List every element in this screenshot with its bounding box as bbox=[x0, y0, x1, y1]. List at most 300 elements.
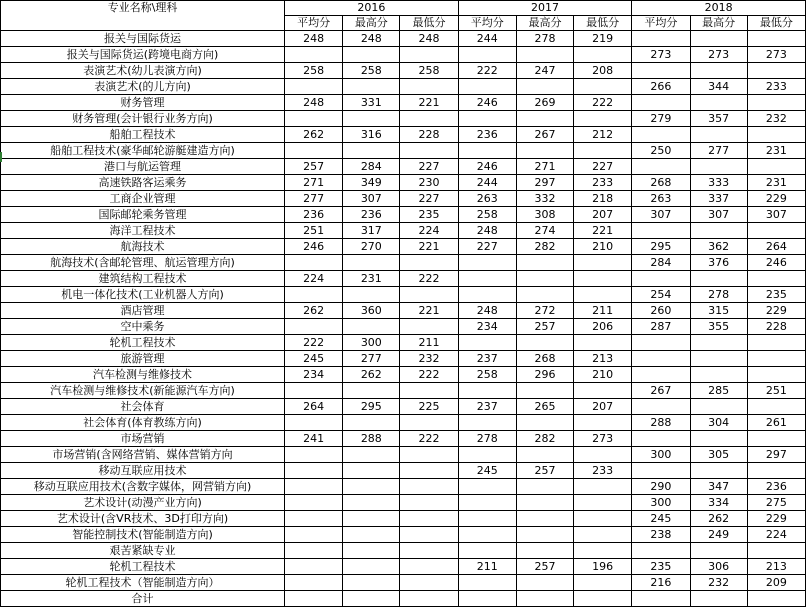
score-cell[interactable]: 257 bbox=[516, 559, 573, 575]
score-cell[interactable] bbox=[574, 447, 632, 463]
score-cell[interactable] bbox=[574, 495, 632, 511]
score-cell[interactable] bbox=[632, 127, 690, 143]
major-name-cell[interactable]: 轮机工程技术（智能制造方向） bbox=[1, 575, 285, 591]
score-cell[interactable] bbox=[285, 111, 343, 127]
score-cell[interactable]: 248 bbox=[285, 31, 343, 47]
score-cell[interactable] bbox=[632, 63, 690, 79]
score-cell[interactable] bbox=[458, 591, 516, 607]
score-cell[interactable]: 213 bbox=[574, 351, 632, 367]
score-cell[interactable]: 209 bbox=[747, 575, 805, 591]
score-cell[interactable] bbox=[285, 47, 343, 63]
score-cell[interactable] bbox=[458, 47, 516, 63]
score-cell[interactable] bbox=[632, 271, 690, 287]
score-cell[interactable] bbox=[574, 479, 632, 495]
score-cell[interactable]: 222 bbox=[458, 63, 516, 79]
score-cell[interactable]: 222 bbox=[400, 431, 458, 447]
score-cell[interactable] bbox=[690, 463, 747, 479]
score-cell[interactable] bbox=[343, 543, 400, 559]
score-cell[interactable]: 219 bbox=[574, 31, 632, 47]
score-cell[interactable]: 227 bbox=[458, 239, 516, 255]
score-cell[interactable] bbox=[285, 495, 343, 511]
score-cell[interactable] bbox=[632, 463, 690, 479]
score-cell[interactable] bbox=[632, 31, 690, 47]
major-name-cell[interactable]: 报关与国际货运 bbox=[1, 31, 285, 47]
major-name-cell[interactable]: 空中乘务 bbox=[1, 319, 285, 335]
score-cell[interactable] bbox=[516, 479, 573, 495]
score-cell[interactable]: 231 bbox=[343, 271, 400, 287]
score-cell[interactable] bbox=[574, 415, 632, 431]
major-name-cell[interactable]: 工商企业管理 bbox=[1, 191, 285, 207]
score-cell[interactable]: 275 bbox=[747, 495, 805, 511]
major-name-cell[interactable]: 国际邮轮乘务管理 bbox=[1, 207, 285, 223]
score-cell[interactable]: 267 bbox=[632, 383, 690, 399]
score-cell[interactable]: 222 bbox=[285, 335, 343, 351]
score-cell[interactable] bbox=[400, 415, 458, 431]
score-cell[interactable] bbox=[574, 591, 632, 607]
score-cell[interactable] bbox=[458, 527, 516, 543]
score-cell[interactable]: 273 bbox=[690, 47, 747, 63]
score-cell[interactable]: 231 bbox=[747, 175, 805, 191]
score-cell[interactable] bbox=[458, 287, 516, 303]
score-cell[interactable] bbox=[632, 367, 690, 383]
score-cell[interactable]: 317 bbox=[343, 223, 400, 239]
score-cell[interactable] bbox=[343, 591, 400, 607]
score-cell[interactable] bbox=[516, 527, 573, 543]
score-cell[interactable]: 210 bbox=[574, 367, 632, 383]
score-cell[interactable] bbox=[285, 447, 343, 463]
score-cell[interactable]: 307 bbox=[632, 207, 690, 223]
score-cell[interactable] bbox=[285, 543, 343, 559]
score-cell[interactable]: 206 bbox=[574, 319, 632, 335]
score-cell[interactable]: 273 bbox=[632, 47, 690, 63]
score-cell[interactable] bbox=[747, 399, 805, 415]
score-cell[interactable]: 207 bbox=[574, 207, 632, 223]
score-cell[interactable] bbox=[747, 431, 805, 447]
score-cell[interactable]: 227 bbox=[574, 159, 632, 175]
score-cell[interactable]: 246 bbox=[747, 255, 805, 271]
score-cell[interactable]: 246 bbox=[458, 95, 516, 111]
score-cell[interactable] bbox=[747, 63, 805, 79]
score-cell[interactable]: 228 bbox=[747, 319, 805, 335]
score-cell[interactable] bbox=[400, 479, 458, 495]
score-cell[interactable]: 261 bbox=[747, 415, 805, 431]
score-cell[interactable] bbox=[400, 527, 458, 543]
score-cell[interactable] bbox=[690, 399, 747, 415]
score-cell[interactable]: 376 bbox=[690, 255, 747, 271]
score-cell[interactable]: 233 bbox=[574, 175, 632, 191]
major-name-cell[interactable]: 报关与国际货运(跨境电商方向) bbox=[1, 47, 285, 63]
score-cell[interactable]: 244 bbox=[458, 175, 516, 191]
score-cell[interactable]: 235 bbox=[400, 207, 458, 223]
score-cell[interactable]: 247 bbox=[516, 63, 573, 79]
score-cell[interactable] bbox=[747, 159, 805, 175]
score-cell[interactable] bbox=[343, 47, 400, 63]
score-cell[interactable]: 308 bbox=[516, 207, 573, 223]
major-name-cell[interactable]: 合计 bbox=[1, 591, 285, 607]
score-cell[interactable]: 300 bbox=[632, 495, 690, 511]
score-cell[interactable] bbox=[516, 415, 573, 431]
score-cell[interactable]: 262 bbox=[690, 511, 747, 527]
score-cell[interactable] bbox=[400, 143, 458, 159]
score-cell[interactable] bbox=[574, 383, 632, 399]
score-cell[interactable]: 258 bbox=[285, 63, 343, 79]
score-cell[interactable]: 278 bbox=[690, 287, 747, 303]
score-cell[interactable]: 248 bbox=[343, 31, 400, 47]
score-cell[interactable]: 278 bbox=[458, 431, 516, 447]
score-cell[interactable] bbox=[343, 559, 400, 575]
score-cell[interactable]: 232 bbox=[747, 111, 805, 127]
score-cell[interactable]: 218 bbox=[574, 191, 632, 207]
score-cell[interactable]: 258 bbox=[458, 207, 516, 223]
score-cell[interactable]: 233 bbox=[747, 79, 805, 95]
score-cell[interactable] bbox=[632, 335, 690, 351]
score-cell[interactable] bbox=[690, 159, 747, 175]
score-cell[interactable]: 334 bbox=[690, 495, 747, 511]
score-cell[interactable]: 297 bbox=[747, 447, 805, 463]
score-cell[interactable] bbox=[458, 271, 516, 287]
score-cell[interactable]: 212 bbox=[574, 127, 632, 143]
score-cell[interactable]: 288 bbox=[632, 415, 690, 431]
score-cell[interactable]: 224 bbox=[400, 223, 458, 239]
score-cell[interactable]: 300 bbox=[343, 335, 400, 351]
major-name-cell[interactable]: 轮机工程技术 bbox=[1, 559, 285, 575]
major-name-cell[interactable]: 酒店管理 bbox=[1, 303, 285, 319]
score-cell[interactable]: 224 bbox=[747, 527, 805, 543]
score-cell[interactable]: 262 bbox=[343, 367, 400, 383]
score-cell[interactable]: 211 bbox=[458, 559, 516, 575]
score-cell[interactable] bbox=[285, 511, 343, 527]
major-name-cell[interactable]: 船舶工程技术 bbox=[1, 127, 285, 143]
major-name-cell[interactable]: 市场营销(含网络营销、媒体营销方向 bbox=[1, 447, 285, 463]
score-cell[interactable]: 211 bbox=[574, 303, 632, 319]
score-cell[interactable] bbox=[400, 111, 458, 127]
score-cell[interactable]: 258 bbox=[343, 63, 400, 79]
score-cell[interactable]: 357 bbox=[690, 111, 747, 127]
score-cell[interactable] bbox=[632, 431, 690, 447]
score-cell[interactable] bbox=[632, 95, 690, 111]
score-cell[interactable] bbox=[516, 335, 573, 351]
score-cell[interactable]: 236 bbox=[343, 207, 400, 223]
score-cell[interactable] bbox=[632, 159, 690, 175]
score-cell[interactable] bbox=[516, 511, 573, 527]
score-cell[interactable]: 221 bbox=[574, 223, 632, 239]
score-cell[interactable]: 284 bbox=[343, 159, 400, 175]
major-name-cell[interactable]: 移动互联应用技术(含数字媒体，网营销方向) bbox=[1, 479, 285, 495]
score-cell[interactable]: 234 bbox=[285, 367, 343, 383]
score-cell[interactable]: 249 bbox=[690, 527, 747, 543]
score-cell[interactable] bbox=[574, 335, 632, 351]
score-cell[interactable] bbox=[458, 143, 516, 159]
score-cell[interactable] bbox=[458, 575, 516, 591]
score-cell[interactable]: 277 bbox=[285, 191, 343, 207]
score-cell[interactable] bbox=[458, 111, 516, 127]
score-cell[interactable] bbox=[400, 543, 458, 559]
score-cell[interactable]: 237 bbox=[458, 399, 516, 415]
score-cell[interactable]: 246 bbox=[458, 159, 516, 175]
score-cell[interactable] bbox=[690, 591, 747, 607]
score-cell[interactable]: 300 bbox=[632, 447, 690, 463]
score-cell[interactable]: 208 bbox=[574, 63, 632, 79]
score-cell[interactable]: 265 bbox=[516, 399, 573, 415]
major-name-cell[interactable]: 船舶工程技术(豪华邮轮游艇建造方向) bbox=[1, 143, 285, 159]
score-cell[interactable] bbox=[516, 47, 573, 63]
score-cell[interactable] bbox=[285, 383, 343, 399]
major-name-cell[interactable]: 港口与航运管理 bbox=[1, 159, 285, 175]
score-cell[interactable]: 224 bbox=[285, 271, 343, 287]
score-cell[interactable]: 232 bbox=[400, 351, 458, 367]
score-cell[interactable] bbox=[285, 415, 343, 431]
score-cell[interactable] bbox=[285, 479, 343, 495]
score-cell[interactable] bbox=[690, 95, 747, 111]
score-cell[interactable] bbox=[458, 415, 516, 431]
score-cell[interactable] bbox=[690, 367, 747, 383]
major-name-cell[interactable]: 机电一体化技术(工业机器人方向) bbox=[1, 287, 285, 303]
score-cell[interactable] bbox=[690, 351, 747, 367]
major-name-cell[interactable]: 艰苦紧缺专业 bbox=[1, 543, 285, 559]
score-cell[interactable]: 347 bbox=[690, 479, 747, 495]
score-cell[interactable] bbox=[400, 383, 458, 399]
score-cell[interactable] bbox=[516, 287, 573, 303]
score-cell[interactable]: 210 bbox=[574, 239, 632, 255]
score-cell[interactable] bbox=[458, 447, 516, 463]
score-cell[interactable]: 279 bbox=[632, 111, 690, 127]
major-name-cell[interactable]: 轮机工程技术 bbox=[1, 335, 285, 351]
score-cell[interactable] bbox=[632, 351, 690, 367]
score-cell[interactable] bbox=[343, 255, 400, 271]
score-cell[interactable] bbox=[747, 351, 805, 367]
score-cell[interactable]: 296 bbox=[516, 367, 573, 383]
score-cell[interactable] bbox=[574, 287, 632, 303]
score-cell[interactable] bbox=[400, 47, 458, 63]
score-cell[interactable]: 307 bbox=[747, 207, 805, 223]
score-cell[interactable]: 278 bbox=[516, 31, 573, 47]
score-cell[interactable] bbox=[400, 511, 458, 527]
score-cell[interactable] bbox=[747, 127, 805, 143]
major-name-cell[interactable]: 航海技术(含邮轮管理、航运管理方向) bbox=[1, 255, 285, 271]
score-cell[interactable] bbox=[458, 511, 516, 527]
score-cell[interactable]: 211 bbox=[400, 335, 458, 351]
score-cell[interactable]: 360 bbox=[343, 303, 400, 319]
score-cell[interactable] bbox=[516, 79, 573, 95]
score-cell[interactable] bbox=[574, 111, 632, 127]
score-cell[interactable] bbox=[458, 479, 516, 495]
score-cell[interactable]: 235 bbox=[632, 559, 690, 575]
score-cell[interactable] bbox=[285, 527, 343, 543]
score-cell[interactable]: 234 bbox=[458, 319, 516, 335]
score-cell[interactable] bbox=[400, 591, 458, 607]
score-cell[interactable] bbox=[458, 495, 516, 511]
score-cell[interactable]: 264 bbox=[747, 239, 805, 255]
score-cell[interactable]: 271 bbox=[285, 175, 343, 191]
score-cell[interactable]: 273 bbox=[574, 431, 632, 447]
score-cell[interactable]: 315 bbox=[690, 303, 747, 319]
score-cell[interactable]: 316 bbox=[343, 127, 400, 143]
score-cell[interactable] bbox=[343, 527, 400, 543]
score-cell[interactable] bbox=[516, 591, 573, 607]
score-cell[interactable]: 250 bbox=[632, 143, 690, 159]
score-cell[interactable] bbox=[285, 287, 343, 303]
score-cell[interactable]: 263 bbox=[632, 191, 690, 207]
score-cell[interactable] bbox=[343, 479, 400, 495]
score-cell[interactable]: 238 bbox=[632, 527, 690, 543]
major-name-cell[interactable]: 汽车检测与维修技术(新能源汽车方向) bbox=[1, 383, 285, 399]
score-cell[interactable] bbox=[400, 495, 458, 511]
major-name-cell[interactable]: 汽车检测与维修技术 bbox=[1, 367, 285, 383]
score-cell[interactable]: 349 bbox=[343, 175, 400, 191]
score-cell[interactable] bbox=[632, 399, 690, 415]
score-cell[interactable]: 285 bbox=[690, 383, 747, 399]
score-cell[interactable]: 295 bbox=[632, 239, 690, 255]
score-cell[interactable]: 258 bbox=[400, 63, 458, 79]
score-cell[interactable]: 229 bbox=[747, 511, 805, 527]
score-cell[interactable] bbox=[574, 271, 632, 287]
score-cell[interactable]: 331 bbox=[343, 95, 400, 111]
score-cell[interactable] bbox=[458, 335, 516, 351]
score-cell[interactable]: 244 bbox=[458, 31, 516, 47]
score-cell[interactable]: 282 bbox=[516, 239, 573, 255]
score-cell[interactable]: 222 bbox=[400, 367, 458, 383]
score-cell[interactable] bbox=[516, 255, 573, 271]
score-cell[interactable] bbox=[516, 383, 573, 399]
score-cell[interactable]: 232 bbox=[690, 575, 747, 591]
score-cell[interactable] bbox=[574, 527, 632, 543]
score-cell[interactable] bbox=[516, 543, 573, 559]
score-cell[interactable]: 295 bbox=[343, 399, 400, 415]
major-name-cell[interactable]: 移动互联应用技术 bbox=[1, 463, 285, 479]
score-cell[interactable] bbox=[343, 447, 400, 463]
score-cell[interactable]: 355 bbox=[690, 319, 747, 335]
score-cell[interactable]: 236 bbox=[285, 207, 343, 223]
score-cell[interactable]: 274 bbox=[516, 223, 573, 239]
score-cell[interactable] bbox=[458, 255, 516, 271]
score-cell[interactable] bbox=[343, 287, 400, 303]
score-cell[interactable]: 272 bbox=[516, 303, 573, 319]
score-cell[interactable]: 257 bbox=[285, 159, 343, 175]
score-cell[interactable]: 277 bbox=[690, 143, 747, 159]
score-cell[interactable] bbox=[632, 543, 690, 559]
score-cell[interactable]: 362 bbox=[690, 239, 747, 255]
score-cell[interactable] bbox=[343, 463, 400, 479]
major-name-cell[interactable]: 建筑结构工程技术 bbox=[1, 271, 285, 287]
score-cell[interactable]: 245 bbox=[458, 463, 516, 479]
major-name-cell[interactable]: 艺术设计(含VR技术、3D打印方向) bbox=[1, 511, 285, 527]
score-cell[interactable]: 222 bbox=[400, 271, 458, 287]
score-cell[interactable]: 277 bbox=[343, 351, 400, 367]
score-cell[interactable] bbox=[285, 255, 343, 271]
score-cell[interactable]: 216 bbox=[632, 575, 690, 591]
score-cell[interactable] bbox=[285, 143, 343, 159]
score-cell[interactable] bbox=[516, 495, 573, 511]
score-cell[interactable]: 245 bbox=[285, 351, 343, 367]
score-cell[interactable]: 284 bbox=[632, 255, 690, 271]
major-name-cell[interactable]: 艺术设计(动漫产业方向) bbox=[1, 495, 285, 511]
score-cell[interactable] bbox=[343, 111, 400, 127]
major-name-cell[interactable]: 财务管理(会计银行业务方向) bbox=[1, 111, 285, 127]
major-name-cell[interactable]: 表演艺术(幼儿表演方向) bbox=[1, 63, 285, 79]
score-cell[interactable]: 236 bbox=[458, 127, 516, 143]
score-cell[interactable]: 307 bbox=[343, 191, 400, 207]
score-cell[interactable] bbox=[747, 95, 805, 111]
score-cell[interactable] bbox=[516, 575, 573, 591]
major-name-cell[interactable]: 市场营销 bbox=[1, 431, 285, 447]
score-cell[interactable]: 282 bbox=[516, 431, 573, 447]
score-cell[interactable] bbox=[574, 575, 632, 591]
score-cell[interactable]: 207 bbox=[574, 399, 632, 415]
score-cell[interactable] bbox=[285, 319, 343, 335]
score-cell[interactable] bbox=[690, 271, 747, 287]
score-cell[interactable] bbox=[747, 463, 805, 479]
score-cell[interactable]: 221 bbox=[400, 239, 458, 255]
score-cell[interactable] bbox=[400, 559, 458, 575]
score-cell[interactable]: 225 bbox=[400, 399, 458, 415]
score-cell[interactable]: 248 bbox=[458, 223, 516, 239]
score-cell[interactable]: 287 bbox=[632, 319, 690, 335]
score-cell[interactable]: 227 bbox=[400, 159, 458, 175]
score-cell[interactable]: 246 bbox=[285, 239, 343, 255]
score-cell[interactable]: 264 bbox=[285, 399, 343, 415]
score-cell[interactable]: 270 bbox=[343, 239, 400, 255]
score-cell[interactable] bbox=[690, 31, 747, 47]
score-cell[interactable]: 268 bbox=[516, 351, 573, 367]
major-name-cell[interactable]: 旅游管理 bbox=[1, 351, 285, 367]
score-cell[interactable] bbox=[747, 591, 805, 607]
score-cell[interactable]: 266 bbox=[632, 79, 690, 95]
major-name-cell[interactable]: 财务管理 bbox=[1, 95, 285, 111]
score-cell[interactable] bbox=[516, 447, 573, 463]
score-cell[interactable]: 304 bbox=[690, 415, 747, 431]
score-cell[interactable] bbox=[285, 79, 343, 95]
score-cell[interactable] bbox=[516, 271, 573, 287]
score-cell[interactable]: 337 bbox=[690, 191, 747, 207]
score-cell[interactable]: 196 bbox=[574, 559, 632, 575]
score-cell[interactable]: 254 bbox=[632, 287, 690, 303]
score-cell[interactable]: 248 bbox=[458, 303, 516, 319]
score-cell[interactable] bbox=[516, 111, 573, 127]
score-cell[interactable]: 227 bbox=[400, 191, 458, 207]
score-cell[interactable] bbox=[285, 463, 343, 479]
score-cell[interactable] bbox=[285, 575, 343, 591]
score-cell[interactable]: 262 bbox=[285, 303, 343, 319]
score-cell[interactable] bbox=[690, 335, 747, 351]
score-cell[interactable] bbox=[632, 223, 690, 239]
score-cell[interactable] bbox=[747, 31, 805, 47]
major-name-cell[interactable]: 海洋工程技术 bbox=[1, 223, 285, 239]
score-cell[interactable]: 251 bbox=[747, 383, 805, 399]
score-cell[interactable] bbox=[400, 463, 458, 479]
score-cell[interactable] bbox=[400, 255, 458, 271]
score-cell[interactable] bbox=[574, 543, 632, 559]
score-cell[interactable] bbox=[400, 447, 458, 463]
score-cell[interactable] bbox=[343, 511, 400, 527]
score-cell[interactable] bbox=[747, 271, 805, 287]
score-cell[interactable] bbox=[690, 543, 747, 559]
score-cell[interactable] bbox=[400, 287, 458, 303]
score-cell[interactable]: 260 bbox=[632, 303, 690, 319]
score-cell[interactable] bbox=[400, 575, 458, 591]
score-cell[interactable] bbox=[747, 543, 805, 559]
score-cell[interactable] bbox=[343, 79, 400, 95]
score-cell[interactable] bbox=[574, 511, 632, 527]
score-cell[interactable] bbox=[690, 63, 747, 79]
score-cell[interactable]: 231 bbox=[747, 143, 805, 159]
score-cell[interactable]: 305 bbox=[690, 447, 747, 463]
major-name-cell[interactable]: 航海技术 bbox=[1, 239, 285, 255]
score-cell[interactable] bbox=[747, 335, 805, 351]
score-cell[interactable] bbox=[574, 143, 632, 159]
score-cell[interactable] bbox=[400, 319, 458, 335]
score-cell[interactable]: 257 bbox=[516, 319, 573, 335]
score-cell[interactable]: 237 bbox=[458, 351, 516, 367]
